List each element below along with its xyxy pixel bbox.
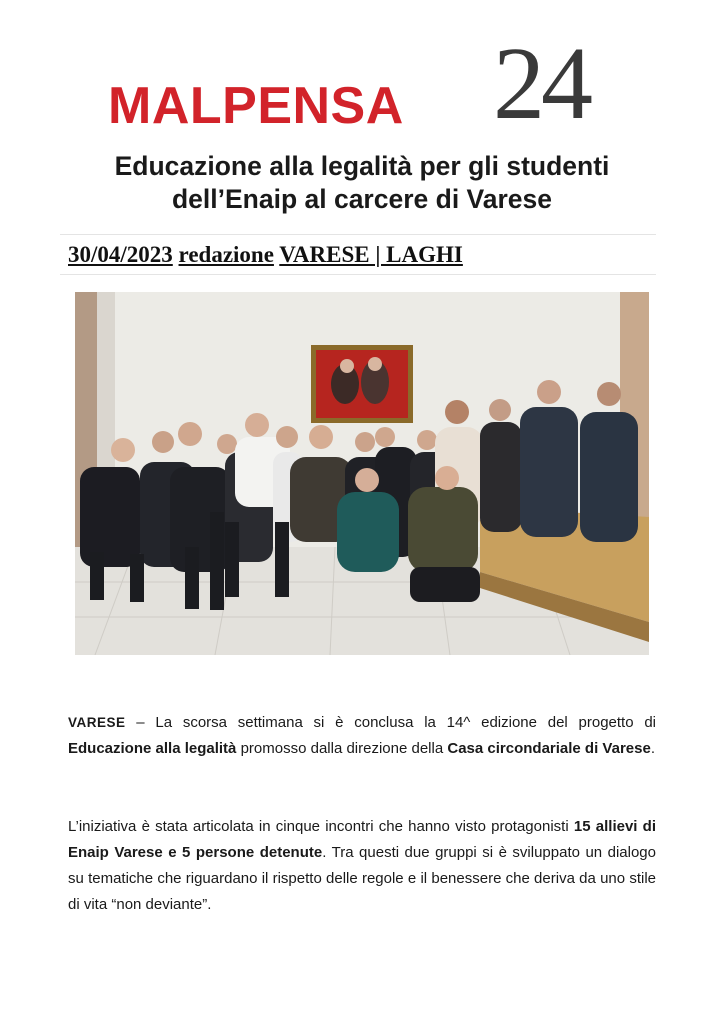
group-photo-illustration bbox=[75, 292, 649, 655]
article-photo bbox=[75, 292, 649, 655]
article-headline bbox=[60, 150, 664, 216]
headline-line-1: Educazione alla legalità per gli studenti bbox=[114, 151, 610, 181]
byline bbox=[68, 240, 463, 270]
headline-line-2: dell’Enaip al carcere di Varese bbox=[171, 184, 553, 214]
text-segment: promosso dalla direzione della bbox=[236, 740, 448, 757]
author-link[interactable]: redazione bbox=[178, 242, 274, 267]
article-paragraph-1 bbox=[68, 710, 656, 762]
bold-segment: Educazione alla legalità bbox=[68, 740, 237, 757]
article-date-link[interactable]: 30/04/2023 bbox=[68, 242, 173, 267]
text-segment: . Tra questi due gruppi si è sviluppato un dialogo su tematiche che riguardano il rispetto delle regole e il benessere che deriva da uno stile di vita “non deviante”. bbox=[68, 844, 656, 913]
dateline-dash: – bbox=[125, 714, 156, 731]
article-paragraph-2 bbox=[68, 814, 656, 918]
bold-segment: 15 allievi di Enaip Varese e 5 persone detenute bbox=[68, 818, 656, 861]
text-segment: . bbox=[650, 740, 655, 757]
logo-brand: MALPENSA bbox=[108, 77, 404, 135]
masthead bbox=[0, 20, 724, 141]
logo-number: 24 bbox=[493, 26, 589, 141]
site-logo[interactable] bbox=[105, 26, 625, 141]
divider-top bbox=[60, 234, 656, 235]
divider-bottom bbox=[60, 274, 656, 275]
text-segment: L’iniziativa è stata articolata in cinque incontri che hanno visto protagonisti bbox=[68, 818, 574, 835]
category-link[interactable]: VARESE | LAGHI bbox=[279, 242, 463, 267]
text-segment: La scorsa settimana si è conclusa la 14^ edizione del progetto di bbox=[155, 714, 656, 731]
bold-segment: Casa circondariale di Varese bbox=[447, 740, 651, 757]
dateline: VARESE bbox=[68, 715, 126, 730]
